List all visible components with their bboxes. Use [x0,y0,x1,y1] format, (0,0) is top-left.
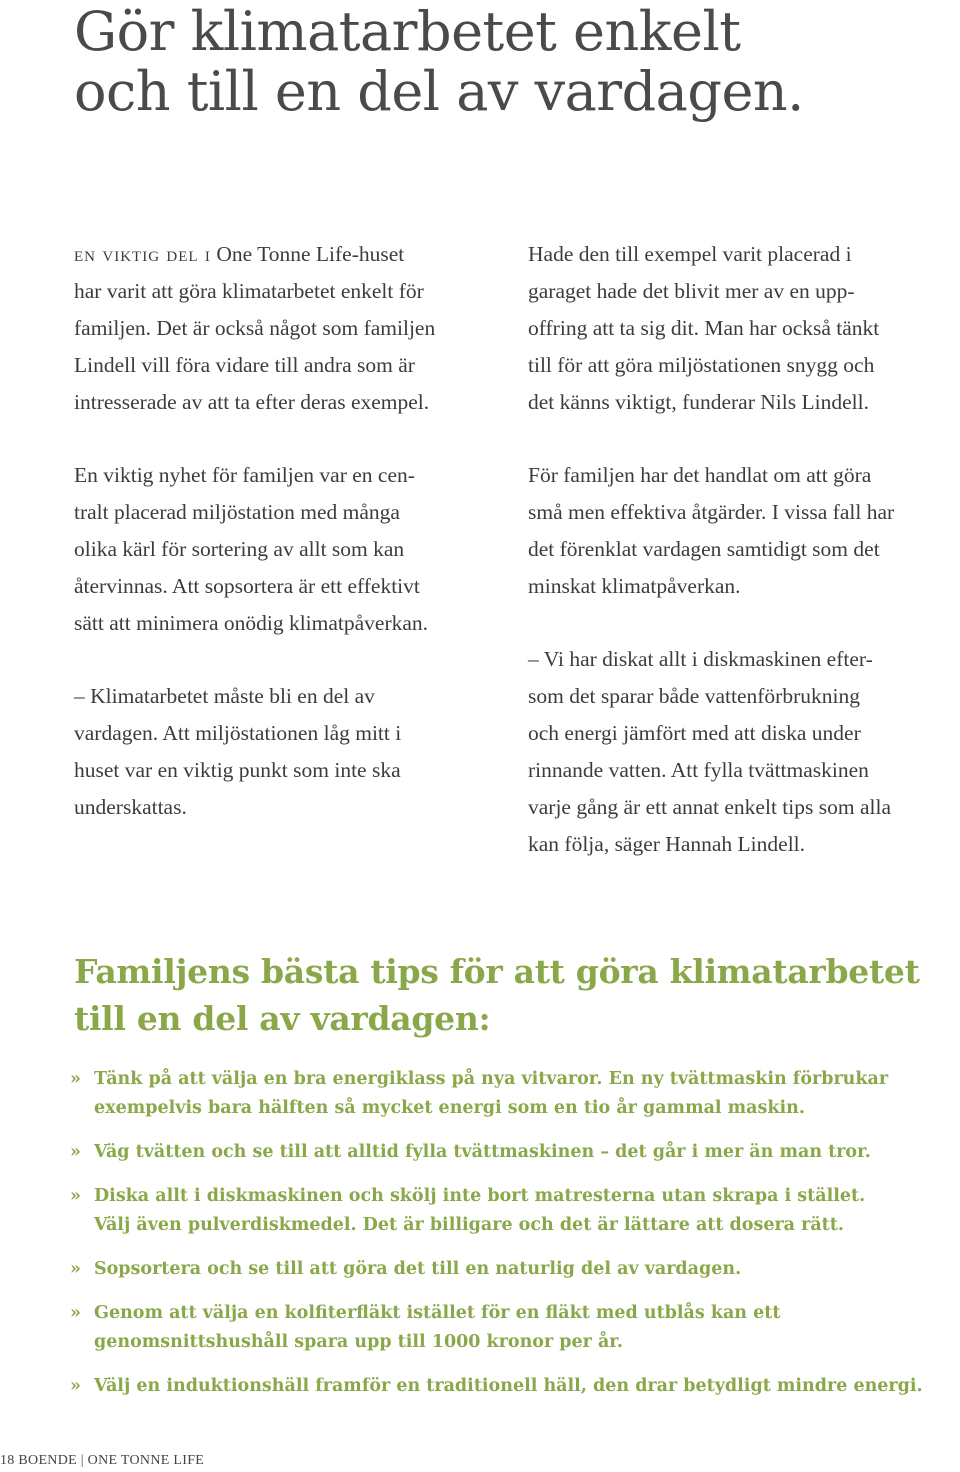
paragraph-line: minskat klimatpåverkan. [528,574,741,598]
paragraph-line: till för att göra miljöstationen snygg och [528,353,875,377]
paragraph-line: intresserade av att ta efter deras exempel. [74,390,430,414]
paragraph-line: varje gång är ett annat enkelt tips som alla [528,795,891,819]
paragraph-line: har varit att göra klimatarbetet enkelt för [74,279,424,303]
paragraph-line: rinnande vatten. Att fylla tvättmaskinen [528,758,869,782]
paragraph-line: återvinnas. Att sopsortera är ett effektivt [74,574,420,598]
tips-heading-line-2: till en del av vardagen: [74,999,491,1038]
bullet-icon: » [70,1376,81,1396]
right-column [528,236,948,899]
right-paragraph-3 [528,641,948,863]
paragraph-line: – Klimatarbetet måste bli en del av [74,684,375,708]
paragraph-line: tralt placerad miljöstation med många [74,500,400,524]
paragraph-line: Lindell vill föra vidare till andra som är [74,353,415,377]
paragraph-line: vardagen. Att miljöstationen låg mitt i [74,721,402,745]
paragraph-line: kan följa, säger Hannah Lindell. [528,832,806,856]
bullet-icon: » [70,1303,81,1323]
left-paragraph-1 [74,236,504,421]
paragraph-line: underskattas. [74,795,187,819]
paragraph-line: små men effektiva åtgärder. I vissa fall har [528,500,895,524]
tip-line: exempelvis bara hälften så mycket energi som en tio år gammal maskin. [94,1098,805,1118]
right-paragraph-2 [528,457,948,605]
tip-item [70,1372,958,1401]
left-paragraph-3 [74,678,504,826]
tip-line: genomsnittshushåll spara upp till 1000 kronor per år. [94,1332,624,1352]
paragraph-line: det känns viktigt, funderar Nils Lindell. [528,390,869,414]
paragraph-line: det förenklat vardagen samtidigt som det [528,537,880,561]
title-line-1: Gör klimatarbetet enkelt [74,0,741,63]
paragraph-line: familjen. Det är också något som familjen [74,316,436,340]
tip-item [70,1138,958,1167]
paragraph-line: garaget hade det blivit mer av en upp- [528,279,855,303]
paragraph-line: En viktig nyhet för familjen var en cen- [74,463,415,487]
paragraph-line: och energi jämfört med att diska under [528,721,861,745]
tip-line: Välj även pulverdiskmedel. Det är billigare och det är lättare att dosera rätt. [94,1215,844,1235]
tips-heading-line-1: Familjens bästa tips för att göra klimatarbetet [74,952,920,991]
bullet-icon: » [70,1186,81,1206]
tip-item [70,1182,958,1240]
bullet-icon: » [70,1142,81,1162]
page-footer: 18 BOENDE | ONE TONNE LIFE [0,1453,205,1468]
tip-item [70,1255,958,1284]
tip-line: Tänk på att välja en bra energiklass på nya vitvaror. En ny tvättmaskin förbrukar [94,1069,889,1089]
left-paragraph-2 [74,457,504,642]
paragraph-line: huset var en viktig punkt som inte ska [74,758,401,782]
paragraph-line: olika kärl för sortering av allt som kan [74,537,405,561]
tips-heading [74,948,920,1042]
bullet-icon: » [70,1069,81,1089]
paragraph-line: sätt att minimera onödig klimatpåverkan. [74,611,429,635]
paragraph-line: som det sparar både vattenförbrukning [528,684,860,708]
lead-in-rest: One Tonne Life-huset [210,242,405,266]
lead-in-smallcaps: en viktig del i [74,242,211,266]
paragraph-line: Hade den till exempel varit placerad i [528,242,852,266]
title-line-2: och till en del av vardagen. [74,60,804,123]
tip-line: Väg tvätten och se till att alltid fylla tvättmaskinen – det går i mer än man tror. [94,1142,871,1162]
tips-list [70,1065,958,1416]
bullet-icon: » [70,1259,81,1279]
tip-line: Genom att välja en kolfiterfläkt istället för en fläkt med utblås kan ett [94,1303,781,1323]
tip-item [70,1065,958,1123]
tip-line: Välj en induktionshäll framför en traditionell häll, den drar betydligt mindre energi. [94,1376,923,1396]
tip-line: Diska allt i diskmaskinen och skölj inte bort matresterna utan skrapa i stället. [94,1186,866,1206]
paragraph-line: För familjen har det handlat om att göra [528,463,872,487]
paragraph-line [74,236,504,273]
page-title [74,2,934,122]
right-paragraph-1 [528,236,948,421]
tip-line: Sopsortera och se till att göra det till en naturlig del av vardagen. [94,1259,742,1279]
left-column [74,236,504,862]
paragraph-line: offring att ta sig dit. Man har också tänkt [528,316,880,340]
paragraph-line: – Vi har diskat allt i diskmaskinen efter- [528,647,873,671]
tip-item [70,1299,958,1357]
